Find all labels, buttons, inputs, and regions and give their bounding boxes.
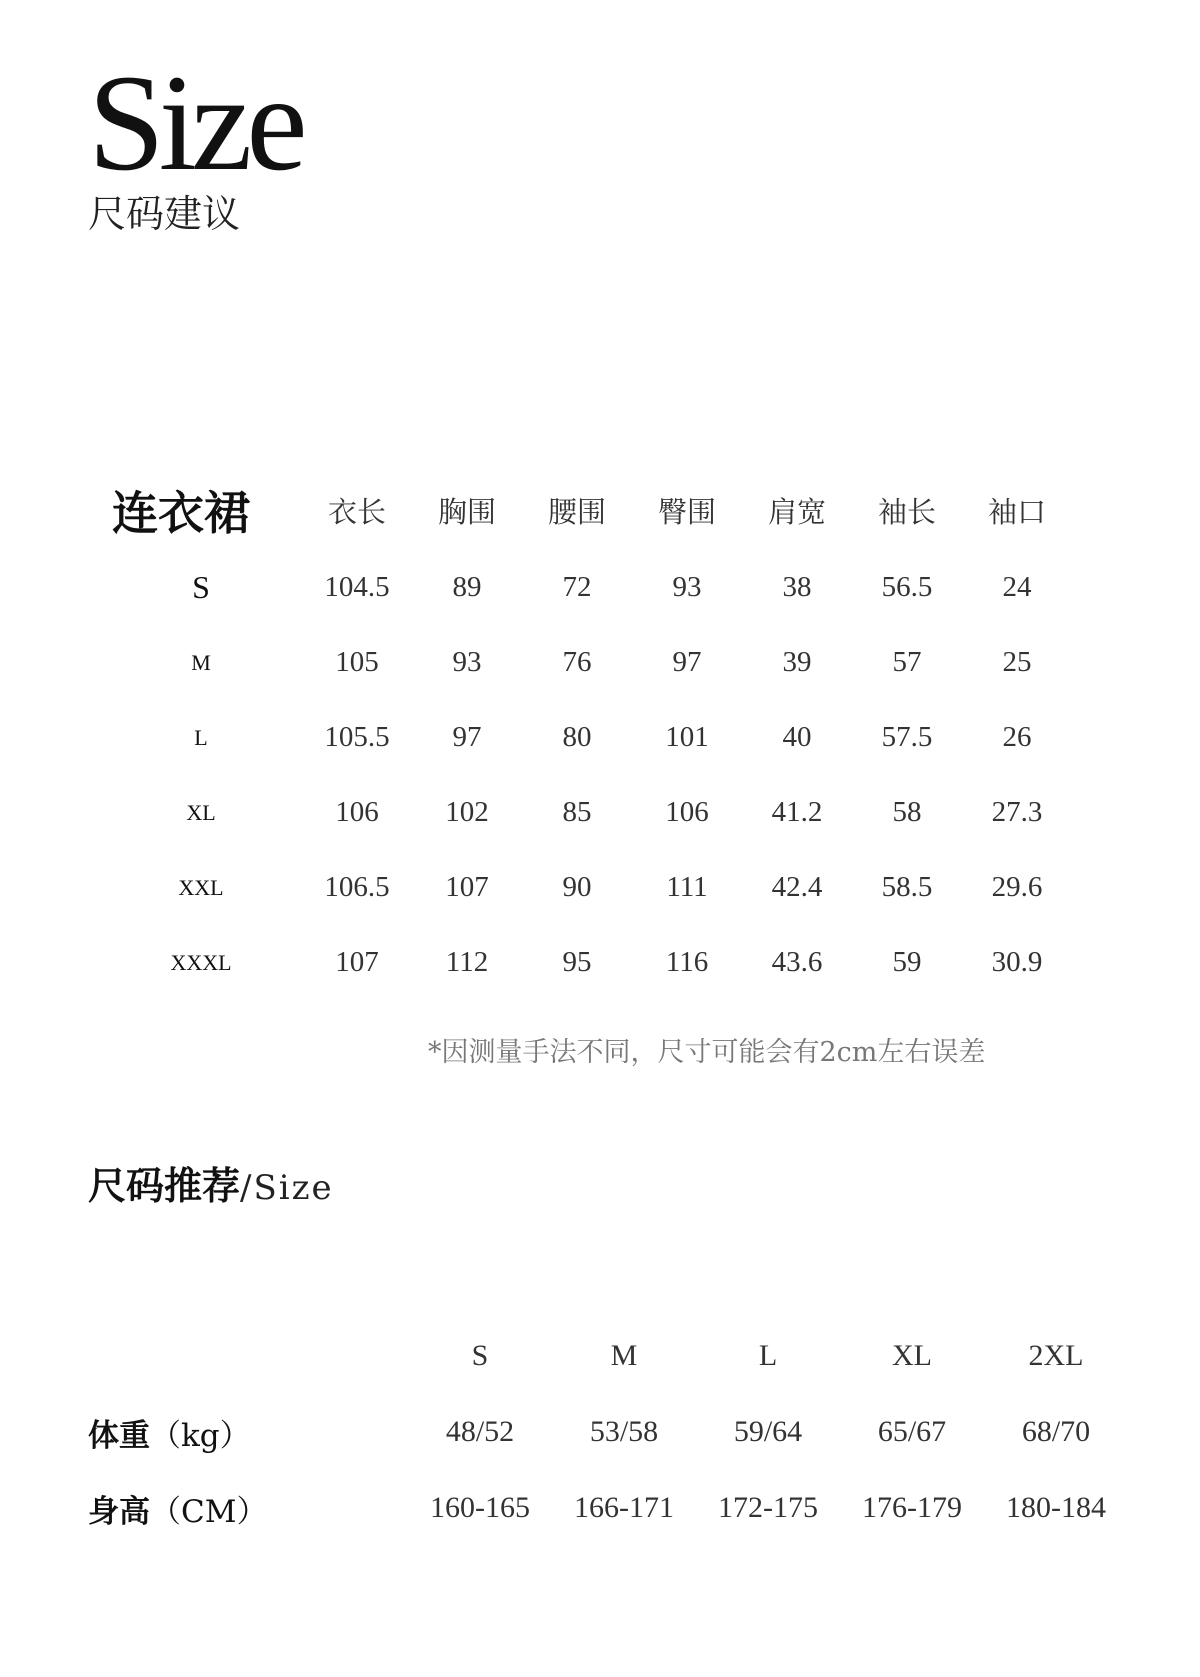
measurement-cell: 42.4 (771, 871, 823, 903)
measurement-cell: 106 (335, 796, 379, 828)
measurement-cell: 58 (892, 796, 922, 828)
weight-value: 68/70 (1021, 1415, 1091, 1448)
size-label: XL (186, 799, 216, 825)
column-header: 衣长 (327, 494, 386, 529)
measurement-cell: 40 (782, 721, 812, 753)
measurement-cell: 105.5 (324, 721, 390, 753)
recommendation-title-zh: 尺码推荐 (88, 1163, 241, 1208)
size-label: XXXL (170, 949, 232, 975)
size-header: L (758, 1339, 778, 1372)
measurement-cell: 80 (562, 721, 592, 753)
measurement-cell: 24 (1002, 571, 1032, 603)
column-header: 腰围 (547, 494, 606, 529)
table-row (100, 550, 1072, 625)
size-label: L (194, 724, 208, 750)
measurement-cell: 116 (665, 946, 709, 978)
table-row (100, 850, 1072, 925)
measurement-cell: 30.9 (991, 946, 1043, 978)
category-heading: 连衣裙 (112, 486, 250, 540)
measurement-cell: 25 (1002, 646, 1032, 678)
table-row (100, 700, 1072, 775)
table-header-row (100, 470, 1072, 550)
height-value: 172-175 (718, 1491, 818, 1524)
weight-value: 65/67 (877, 1415, 947, 1448)
height-value: 176-179 (862, 1491, 962, 1524)
column-header: 肩宽 (767, 494, 826, 529)
measurement-cell: 102 (445, 796, 489, 828)
table-row (100, 775, 1072, 850)
measurement-cell: 89 (452, 571, 482, 603)
measurement-cell: 97 (452, 721, 482, 753)
measurement-cell: 85 (562, 796, 592, 828)
table-row (100, 625, 1072, 700)
measurement-cell: 97 (672, 646, 702, 678)
column-header: 袖口 (987, 494, 1046, 529)
measurement-cell: 58.5 (881, 871, 933, 903)
measurement-cell: 26 (1002, 721, 1032, 753)
weight-label-unit: （kg） (150, 1417, 251, 1454)
size-label: XXL (178, 874, 224, 900)
height-value: 180-184 (1006, 1491, 1106, 1524)
weight-label-zh: 体重 (88, 1417, 150, 1454)
weight-row (88, 1394, 1128, 1470)
measurement-cell: 93 (452, 646, 482, 678)
measurement-cell: 101 (665, 721, 709, 753)
measurement-cell: 41.2 (771, 796, 823, 828)
size-header: 2XL (1028, 1339, 1084, 1372)
recommendation-title (88, 1155, 334, 1210)
size-label: M (191, 649, 211, 675)
measurement-cell: 38 (782, 571, 812, 603)
measurement-cell: 107 (445, 871, 489, 903)
height-label (88, 1470, 408, 1546)
measurement-cell: 57 (892, 646, 922, 678)
measurement-cell: 107 (335, 946, 379, 978)
recommendation-title-en: /Size (240, 1168, 334, 1208)
measurement-cell: 76 (562, 646, 592, 678)
size-header: S (471, 1339, 489, 1372)
table-row (100, 925, 1072, 1000)
measurement-cell: 59 (892, 946, 922, 978)
measurement-cell: 56.5 (881, 571, 933, 603)
measurement-cell: 72 (562, 571, 592, 603)
measurement-cell: 27.3 (991, 796, 1043, 828)
page-title: Size (88, 46, 302, 199)
page-subtitle: 尺码建议 (88, 192, 241, 236)
size-label: S (192, 569, 210, 605)
size-header: XL (892, 1339, 932, 1372)
measurement-cell: 57.5 (881, 721, 933, 753)
measurement-cell: 112 (445, 946, 489, 978)
height-label-unit: （CM） (150, 1493, 268, 1530)
weight-label (88, 1394, 408, 1470)
measurement-cell: 105 (335, 646, 379, 678)
measurement-cell: 106.5 (324, 871, 390, 903)
column-header: 臀围 (657, 494, 716, 529)
measurement-cell: 106 (665, 796, 709, 828)
measurement-cell: 29.6 (991, 871, 1043, 903)
recommendation-table (88, 1318, 1128, 1546)
weight-value: 53/58 (589, 1415, 659, 1448)
column-header: 袖长 (877, 494, 936, 529)
measurement-cell: 95 (562, 946, 592, 978)
size-header: M (610, 1339, 638, 1372)
height-value: 160-165 (430, 1491, 530, 1524)
measurement-cell: 43.6 (771, 946, 823, 978)
measurement-note: *因测量手法不同，尺寸可能会有2cm左右误差 (428, 1037, 986, 1068)
height-value: 166-171 (574, 1491, 674, 1524)
height-label-zh: 身高 (88, 1493, 150, 1530)
column-header: 胸围 (437, 494, 496, 529)
height-row (88, 1470, 1128, 1546)
table-header-row (88, 1318, 1128, 1394)
measurement-cell: 90 (562, 871, 592, 903)
dress-size-table (100, 470, 1072, 1000)
measurement-cell: 39 (782, 646, 812, 678)
measurement-cell: 93 (672, 571, 702, 603)
weight-value: 59/64 (733, 1415, 803, 1448)
measurement-cell: 104.5 (324, 571, 390, 603)
weight-value: 48/52 (445, 1415, 515, 1448)
empty-corner-cell (88, 1318, 408, 1394)
measurement-cell: 111 (666, 871, 708, 903)
